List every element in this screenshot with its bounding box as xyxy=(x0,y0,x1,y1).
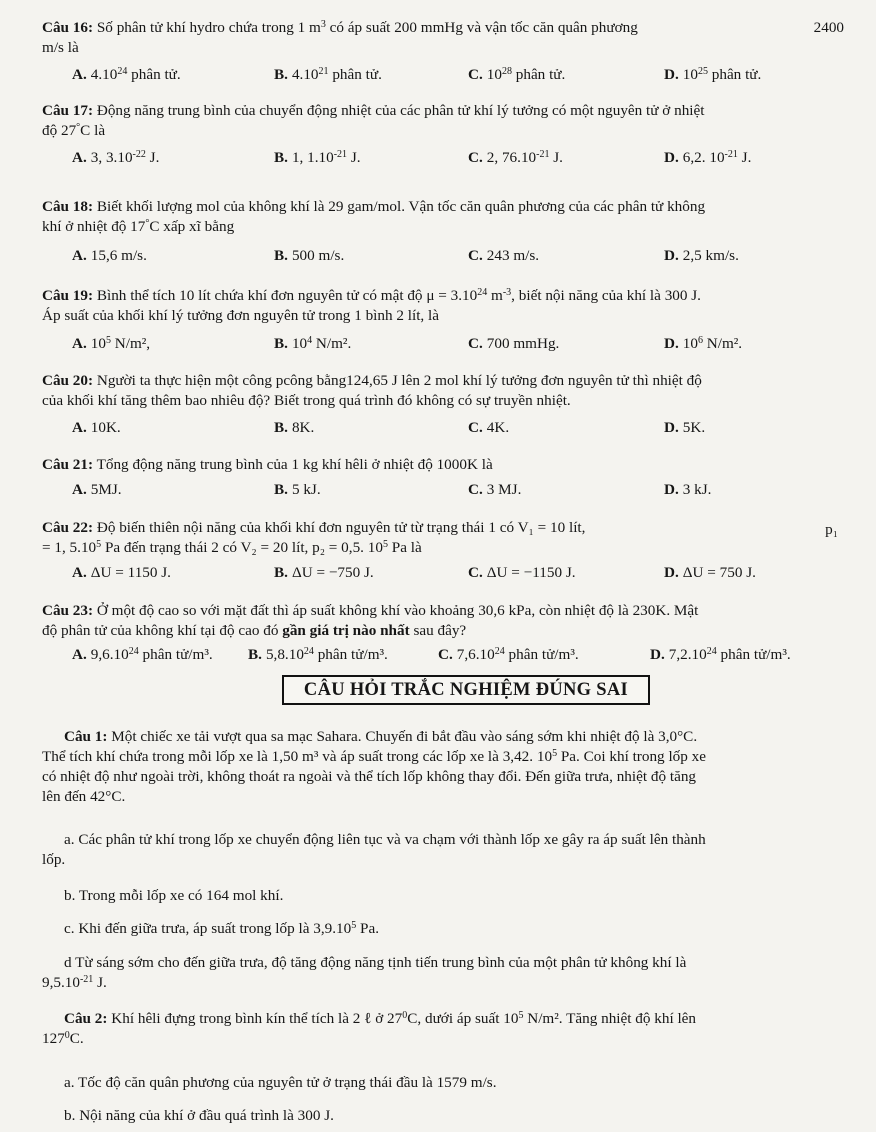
question-text-line2: m/s là xyxy=(42,39,79,57)
option-a[interactable]: A. 10K. xyxy=(72,419,121,436)
question-16 xyxy=(42,18,854,58)
question-text-line2: khí ở nhiệt độ 17°C xấp xĩ bằng xyxy=(42,218,235,236)
option-b[interactable]: B. 500 m/s. xyxy=(274,247,345,264)
option-a[interactable]: A. 9,6.10$^{24}$ phân tử/m³. xyxy=(72,646,213,663)
option-d[interactable]: D. $10^{25}$ phân tử. xyxy=(664,66,762,83)
question-label: Câu 21: xyxy=(42,456,94,473)
options-23 xyxy=(72,645,854,667)
question-text: Người ta thực hiện một công pcông bằng124,65 J lên 2 mol khí lý tưởng đơn nguyên tử thì nhiệt độ xyxy=(96,372,702,389)
option-c[interactable]: C. 2, $76.10^{-21}$ J. xyxy=(468,149,563,166)
option-b[interactable]: B. $10^4$ N/m². xyxy=(274,335,352,352)
question-label: Câu 19: xyxy=(42,287,94,304)
question-23 xyxy=(42,601,854,641)
question-label: Câu 18: xyxy=(42,198,94,215)
question-label: Câu 22: xyxy=(42,519,94,536)
option-d[interactable]: D. 7,2.10$^{24}$ phân tử/m³. xyxy=(650,646,791,663)
option-d[interactable]: D. ΔU = 750 J. xyxy=(664,564,756,581)
tf-question-line2: $127^0C$. xyxy=(42,1030,84,1048)
option-a[interactable]: A. 5MJ. xyxy=(72,481,122,498)
tf-question-line2: Thể tích khí chứa trong mỗi lốp xe là 1,50 m³ và áp suất trong các lốp xe là 3,42. $10^5$ Pa. Coi khí trong lốp xe xyxy=(42,748,706,766)
option-d[interactable]: D. 6,2. $10^{-21}$ J. xyxy=(664,149,752,166)
question-17 xyxy=(42,101,854,141)
option-a[interactable]: A. 3, $3.10^{-22}$ J. xyxy=(72,149,160,166)
options-20 xyxy=(72,418,854,440)
question-22 xyxy=(42,518,854,558)
tf-question-2 xyxy=(42,1009,846,1049)
question-text: Động năng trung bình của chuyển động nhiệt của các phân tử khí lý tưởng có một nguyên tử ở nhiệt xyxy=(96,102,705,119)
option-d[interactable]: D. 3 kJ. xyxy=(664,481,712,498)
tf-question-text: Câu 1: Một chiếc xe tải vượt qua sa mạc Sahara. Chuyến đi bắt đầu vào sáng sớm khi nhiệt độ là 3,0°C. xyxy=(64,728,698,745)
question-text-line2: = 1, 5.10$^5$ Pa đến trạng thái 2 có V₂ = 20 lít, p₂ = 0,5. $10^5$ Pa là xyxy=(42,539,422,557)
tf-question-1 xyxy=(42,727,846,807)
option-c[interactable]: C. 243 m/s. xyxy=(468,247,540,264)
question-text: Ở một độ cao so với mặt đất thì áp suất không khí vào khoảng 30,6 kPa, còn nhiệt độ là 230K. Mật xyxy=(96,602,699,619)
tf1-statement-d[interactable]: d Từ sáng sớm cho đến giữa trưa, độ tăng động năng tịnh tiến trung bình của một phân tử không khí là $9,5.10^{-21}$ J. xyxy=(42,954,687,992)
option-c[interactable]: C. 4K. xyxy=(468,419,510,436)
tf1-statement-c[interactable]: c. Khi đến giữa trưa, áp suất trong lốp là 3,9.10$^5$ Pa. xyxy=(64,920,380,937)
option-b[interactable]: B. 5 kJ. xyxy=(274,481,321,498)
options-21 xyxy=(72,480,854,502)
question-text-line2: độ phân tử của không khí tại độ cao đó gần giá trị nào nhất sau đây? xyxy=(42,622,467,640)
question-text-line2: của khối khí tăng thêm bao nhiêu độ? Biết trong quá trình đó không có sự truyền nhiệt. xyxy=(42,392,571,410)
option-a[interactable]: A. 4.10$^{24}$ phân tử. xyxy=(72,66,181,83)
option-b[interactable]: B. ΔU = −750 J. xyxy=(274,564,374,581)
question-text: Độ biến thiên nội năng của khối khí đơn nguyên tử từ trạng thái 1 có V₁ = 10 lít, xyxy=(96,519,586,536)
question-label: Câu 20: xyxy=(42,372,94,389)
tf2-statement-a[interactable]: a. Tốc độ căn quân phương của nguyên tử ở trạng thái đầu là 1579 m/s. xyxy=(64,1074,497,1091)
question-text: Bình thể tích 10 lít chứa khí đơn nguyên tử có mật độ $\mu = 3.10^{24}$ $m^{-3}$, biết nội năng của khí là 300 J. xyxy=(96,287,701,304)
question-18 xyxy=(42,197,854,237)
options-17 xyxy=(72,148,854,170)
question-text: Biết khối lượng mol của không khí là 29 gam/mol. Vận tốc căn quân phương của các phân tử không xyxy=(96,198,706,215)
option-d[interactable]: D. 2,5 km/s. xyxy=(664,247,739,264)
options-16 xyxy=(72,65,854,87)
option-c[interactable]: C. 700 mmHg. xyxy=(468,335,560,352)
tf2-statement-b[interactable]: b. Nội năng của khí ở đầu quá trình là 300 J. xyxy=(64,1107,334,1124)
question-text: Tổng động năng trung bình của 1 kg khí hêli ở nhiệt độ 1000K là xyxy=(96,456,493,473)
option-a[interactable]: A. 15,6 m/s. xyxy=(72,247,147,264)
option-a[interactable]: A. $10^5$ N/m², xyxy=(72,335,151,352)
tf-question-text: Câu 2: Khí hêli đựng trong bình kín thể tích là 2 ℓ ở $27^0C$, dưới áp suất $10^5$ N/m². Tăng nhiệt độ khí lên xyxy=(64,1010,697,1027)
question-text-line2: Áp suất của khối khí lý tưởng đơn nguyên tử trong 1 bình 2 lít, là xyxy=(42,307,439,325)
tf1-statement-a[interactable]: a. Các phân tử khí trong lốp xe chuyển động liên tục và va chạm với thành lốp xe gây ra áp suất lên thành lốp. xyxy=(42,831,706,869)
question-text: Số phân tử khí hydro chứa trong 1 $m^3$ có áp suất 200 mmHg và vận tốc căn quân phương xyxy=(96,19,638,36)
tf-question-line4: lên đến 42°C. xyxy=(42,788,126,806)
question-20 xyxy=(42,371,854,411)
option-d[interactable]: D. $10^6$ N/m². xyxy=(664,335,743,352)
tf-question-line3: có nhiệt độ như ngoài trời, không thoát ra ngoài và thể tích lốp không thay đổi. Đến giữa trưa, nhiệt độ tăng xyxy=(42,768,697,786)
question-19 xyxy=(42,286,854,326)
options-22 xyxy=(72,563,854,585)
option-b[interactable]: B. 8K. xyxy=(274,419,315,436)
question-text-line2: độ 27°C là xyxy=(42,122,106,140)
question-continuation-number: 2400 xyxy=(813,19,844,36)
option-c[interactable]: C. ΔU = −1150 J. xyxy=(468,564,576,581)
option-b[interactable]: B. 4.10$^{21}$ phân tử. xyxy=(274,66,382,83)
section-heading: CÂU HỎI TRẮC NGHIỆM ĐÚNG SAI xyxy=(282,675,650,705)
question-21 xyxy=(42,455,854,475)
option-b[interactable]: B. 1, $1.10^{-21}$ J. xyxy=(274,149,361,166)
question-label: Câu 16: xyxy=(42,19,94,36)
option-c[interactable]: C. 7,6.10$^{24}$ phân tử/m³. xyxy=(438,646,579,663)
option-d[interactable]: D. 5K. xyxy=(664,419,706,436)
option-c[interactable]: C. 3 MJ. xyxy=(468,481,522,498)
option-b[interactable]: B. 5,8.10$^{24}$ phân tử/m³. xyxy=(248,646,388,663)
options-19 xyxy=(72,334,854,356)
option-a[interactable]: A. ΔU = 1150 J. xyxy=(72,564,171,581)
p1-mark: p₁ xyxy=(825,521,838,538)
options-18 xyxy=(72,246,854,268)
question-label: Câu 23: xyxy=(42,602,94,619)
tf1-statement-b[interactable]: b. Trong mỗi lốp xe có 164 mol khí. xyxy=(64,887,284,904)
option-c[interactable]: C. $10^{28}$ phân tử. xyxy=(468,66,566,83)
question-label: Câu 17: xyxy=(42,102,94,119)
